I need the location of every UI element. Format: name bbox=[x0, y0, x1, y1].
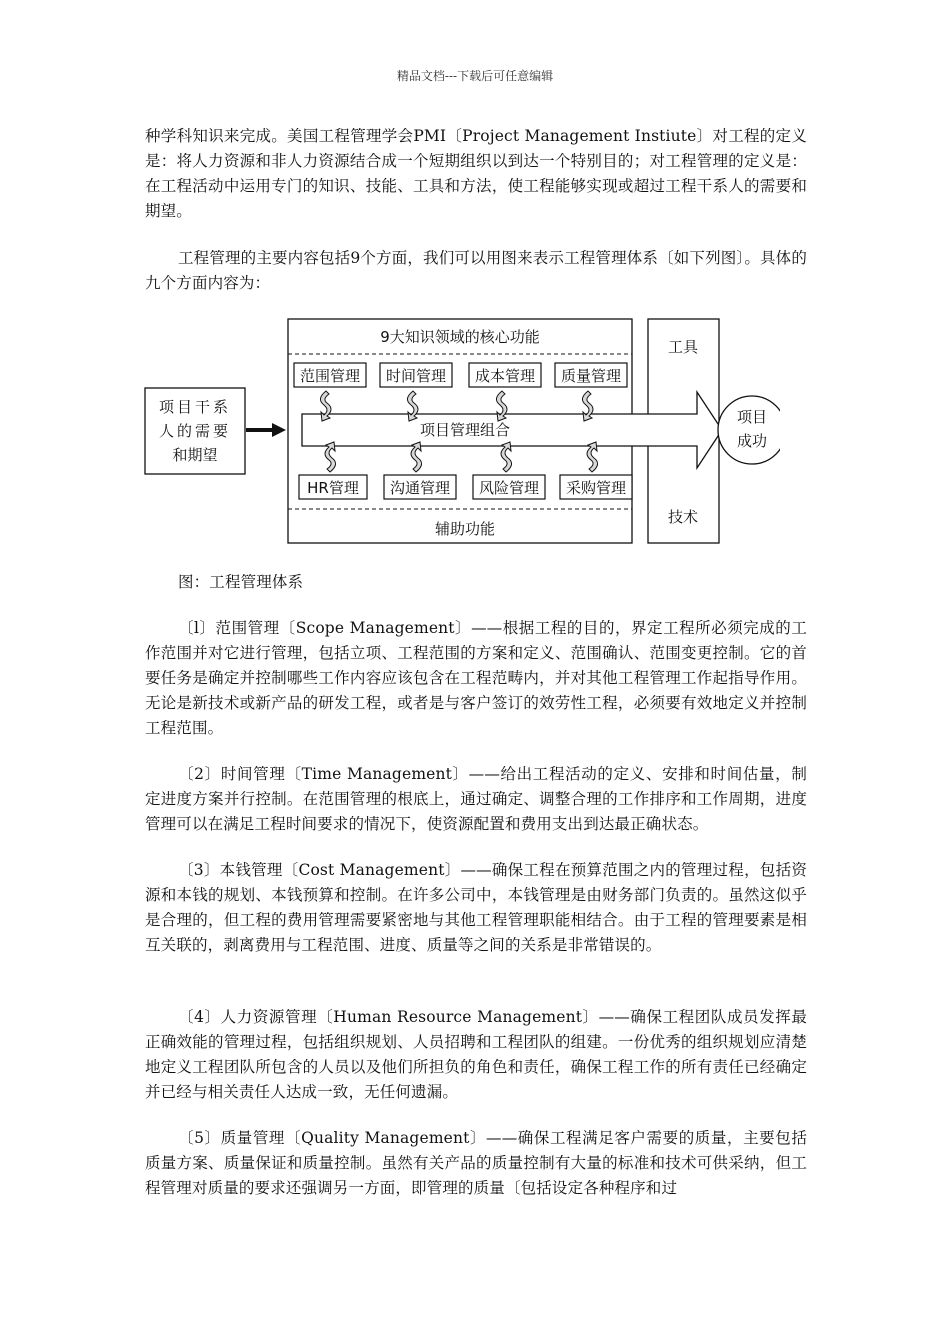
success-line-2: 成功 bbox=[736, 432, 768, 450]
paragraph-nine-aspects bbox=[145, 246, 807, 296]
paragraph-cost-management bbox=[145, 858, 807, 958]
paragraph-text: 〔5〕质量管理〔Quality Management〕——确保工程满足客户需要的质量，主要包括质量方案、质量保证和质量控制。虽然有关产品的质量控制有大量的标准和技术可供采纳，但工程管理对质量的要求还强调另一方面，即管理的质量〔包括设定各种程序和过 bbox=[145, 1129, 807, 1197]
paragraph-text: 〔4〕人力资源管理〔Human Resource Management〕——确保工程团队成员发挥最正确效能的管理过程，包括组织规划、人员招聘和工程团队的组建。一份优秀的组织规划应清楚地定义工程团队所包含的人员以及他们所担负的角色和责任，确保工程工作的所有责任已经确定并已经与相关责任人达成一致，无任何遗漏。 bbox=[145, 1008, 807, 1101]
paragraph-time-management bbox=[145, 762, 807, 837]
paragraph-hr-management bbox=[145, 1005, 807, 1105]
paragraph-text: 工程管理的主要内容包括9个方面，我们可以用图来表示工程管理体系〔如下列图〕。具体的九个方面内容为： bbox=[145, 249, 807, 292]
paragraph-pmi-definition bbox=[145, 124, 807, 224]
stakeholder-line-2: 人的需要 bbox=[158, 422, 232, 440]
success-line-1: 项目 bbox=[736, 408, 768, 426]
stakeholder-line-3: 和期望 bbox=[172, 446, 218, 464]
tool-label: 工具 bbox=[667, 338, 699, 356]
tech-label: 技术 bbox=[667, 508, 699, 526]
area-cost-label: 成本管理 bbox=[474, 367, 536, 385]
figure-caption: 图：工程管理体系 bbox=[178, 573, 304, 591]
arrow-label: 项目管理组合 bbox=[419, 421, 511, 439]
area-scope-label: 范围管理 bbox=[299, 367, 361, 385]
area-quality-label: 质量管理 bbox=[560, 367, 622, 385]
area-procurement-label: 采购管理 bbox=[565, 479, 627, 497]
paragraph-text: 〔l〕范围管理〔Scope Management〕——根据工程的目的，界定工程所必须完成的工作范围并对它进行管理，包括立项、工程范围的方案和定义、范围确认、范围变更控制。它的首要任务是确定并控制哪些工作内容应该包含在工程范畴内，并对其他工程管理工作起指导作用。无论是新技术或新产品的研发工程，或者是与客户签订的效劳性工程，必须要有效地定义并控制工程范围。 bbox=[145, 619, 807, 737]
area-time-label: 时间管理 bbox=[385, 367, 447, 385]
paragraph-text: 种学科知识来完成。美国工程管理学会PMI〔Project Management Instiute〕对工程的定义是：将人力资源和非人力资源结合成一个短期组织以到达一个特别目的；对工程管理的定义是：在工程活动中运用专门的知识、技能、工具和方法，使工程能够实现或超过工程干系人的需要和期望。 bbox=[145, 127, 807, 220]
paragraph-text: 〔3〕本钱管理〔Cost Management〕——确保工程在预算范围之内的管理过程，包括资源和本钱的规划、本钱预算和控制。在许多公司中，本钱管理是由财务部门负责的。虽然这似乎是合理的，但工程的费用管理需要紧密地与其他工程管理职能相结合。由于工程的管理要素是相互关联的，剥离费用与工程范围、进度、质量等之间的关系是非常错误的。 bbox=[145, 861, 807, 954]
success-circle bbox=[718, 396, 780, 464]
area-risk-label: 风险管理 bbox=[478, 479, 540, 497]
area-communication-label: 沟通管理 bbox=[389, 479, 451, 497]
input-arrow-head bbox=[272, 423, 286, 437]
paragraph-quality-management bbox=[145, 1126, 807, 1201]
support-title: 辅助功能 bbox=[434, 520, 496, 538]
stakeholder-line-1: 项目干系 bbox=[158, 398, 232, 416]
paragraph-text: 〔2〕时间管理〔Time Management〕——给出工程活动的定义、安排和时间估量，制定进度方案并行控制。在范围管理的根底上，通过确定、调整合理的工作排序和工作周期，进度管理可以在满足工程时间要求的情况下，使资源配置和费用支出到达最正确状态。 bbox=[145, 765, 807, 833]
core-title: 9大知识领域的核心功能 bbox=[380, 328, 540, 346]
paragraph-scope-management bbox=[145, 616, 807, 741]
page-header: 精品文档---下载后可任意编辑 bbox=[396, 69, 554, 83]
project-management-system-diagram bbox=[140, 312, 780, 552]
area-hr-label: HR管理 bbox=[307, 479, 359, 497]
